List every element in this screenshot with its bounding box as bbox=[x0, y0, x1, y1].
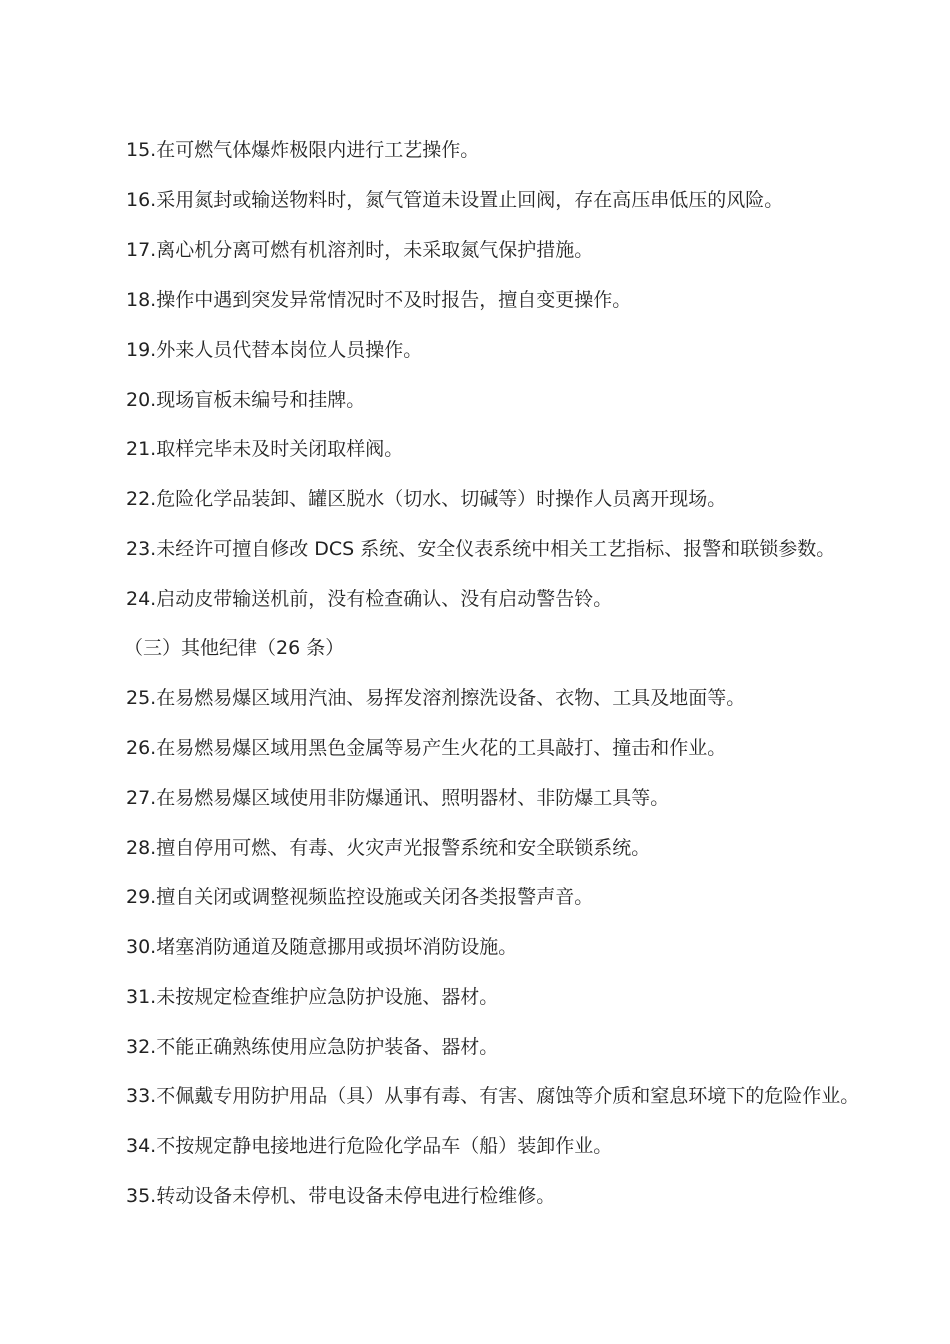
rule-29: 29.擅自关闭或调整视频监控设施或关闭各类报警声音。 bbox=[126, 886, 594, 908]
rule-21: 21.取样完毕未及时关闭取样阀。 bbox=[126, 438, 404, 460]
rule-35: 35.转动设备未停机、带电设备未停电进行检维修。 bbox=[126, 1185, 556, 1207]
rule-17: 17.离心机分离可燃有机溶剂时，未采取氮气保护措施。 bbox=[126, 239, 594, 261]
rule-31: 31.未按规定检查维护应急防护设施、器材。 bbox=[126, 986, 499, 1008]
rule-26: 26.在易燃易爆区域用黑色金属等易产生火花的工具敲打、撞击和作业。 bbox=[126, 737, 727, 759]
rule-30: 30.堵塞消防通道及随意挪用或损坏消防设施。 bbox=[126, 936, 518, 958]
section-heading-other-rules: （三）其他纪律（26 条） bbox=[124, 637, 345, 659]
rule-28: 28.擅自停用可燃、有毒、火灾声光报警系统和安全联锁系统。 bbox=[126, 837, 651, 859]
rule-23: 23.未经许可擅自修改 DCS 系统、安全仪表系统中相关工艺指标、报警和联锁参数。 bbox=[126, 538, 836, 560]
rule-18: 18.操作中遇到突发异常情况时不及时报告，擅自变更操作。 bbox=[126, 289, 632, 311]
rule-15: 15.在可燃气体爆炸极限内进行工艺操作。 bbox=[126, 139, 480, 161]
rule-34: 34.不按规定静电接地进行危险化学品车（船）装卸作业。 bbox=[126, 1135, 613, 1157]
rule-22: 22.危险化学品装卸、罐区脱水（切水、切碱等）时操作人员离开现场。 bbox=[126, 488, 727, 510]
rule-19: 19.外来人员代替本岗位人员操作。 bbox=[126, 339, 423, 361]
rule-25: 25.在易燃易爆区域用汽油、易挥发溶剂擦洗设备、衣物、工具及地面等。 bbox=[126, 687, 746, 709]
rule-20: 20.现场盲板未编号和挂牌。 bbox=[126, 389, 366, 411]
rule-16: 16.采用氮封或输送物料时，氮气管道未设置止回阀，存在高压串低压的风险。 bbox=[126, 189, 784, 211]
rule-27: 27.在易燃易爆区域使用非防爆通讯、照明器材、非防爆工具等。 bbox=[126, 787, 670, 809]
rule-32: 32.不能正确熟练使用应急防护装备、器材。 bbox=[126, 1036, 499, 1058]
rule-33: 33.不佩戴专用防护用品（具）从事有毒、有害、腐蚀等介质和窒息环境下的危险作业。 bbox=[126, 1085, 860, 1107]
rule-24: 24.启动皮带输送机前，没有检查确认、没有启动警告铃。 bbox=[126, 588, 613, 610]
